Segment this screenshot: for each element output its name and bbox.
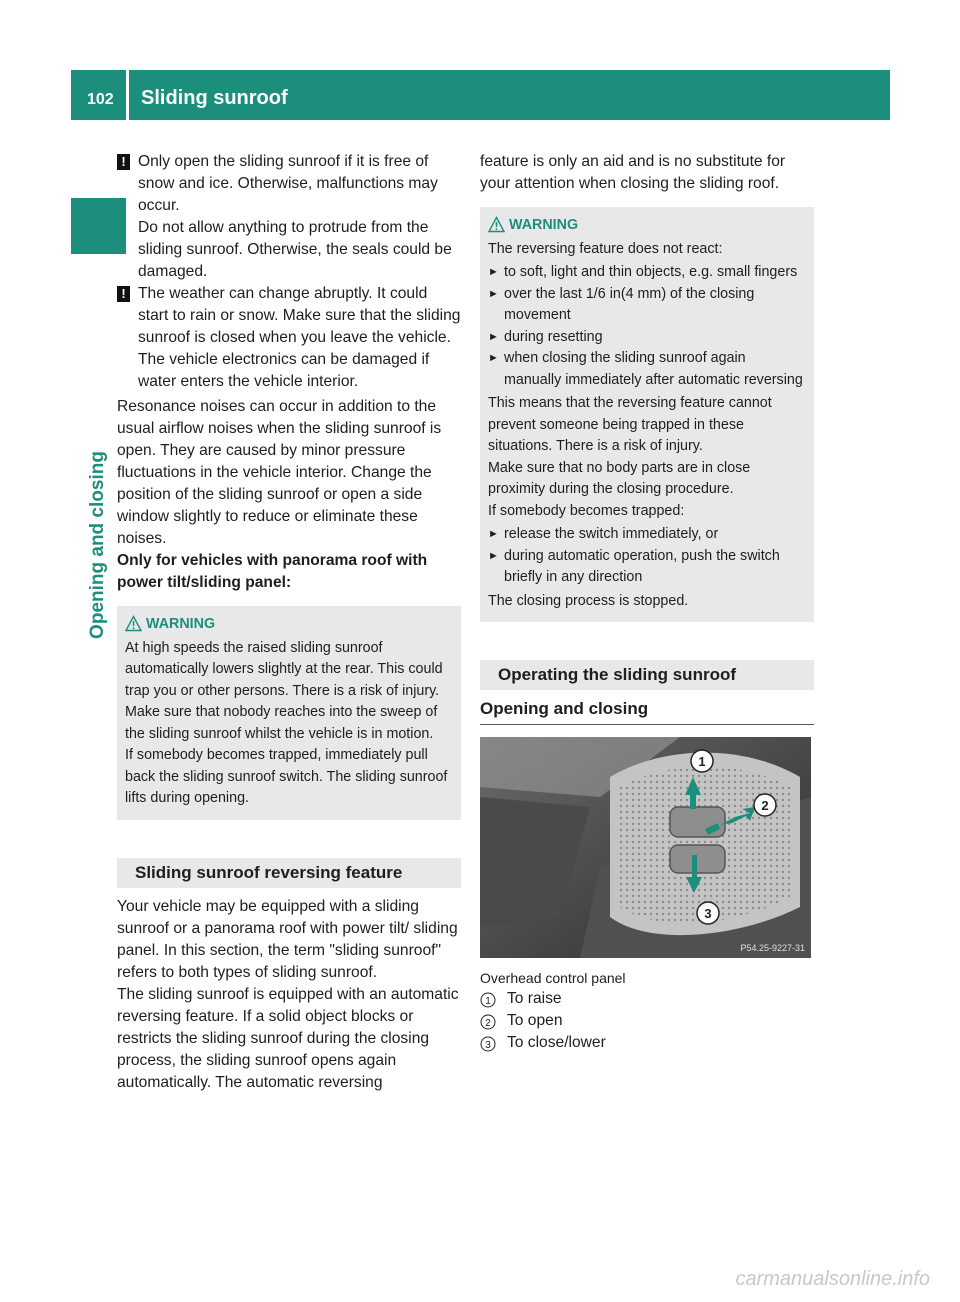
bullet-icon: ► [488,528,499,540]
list-item [488,262,806,284]
body-paragraph: feature is only an aid and is no substitute for your attention when closing the sliding roof. [480,153,786,192]
list-item-text: to soft, light and thin objects, e.g. small fingers [504,264,798,280]
header-divider [126,70,129,120]
list-item [488,524,806,546]
bullet-icon: ► [488,549,499,562]
bullet-icon: ► [488,352,499,364]
legend-text: To open [507,1012,563,1029]
bold-subheading: Only for vehicles with panorama roof with power tilt/sliding panel: [117,552,428,591]
exclamation-icon: ! [117,154,130,170]
body-paragraph: Your vehicle may be equipped with a sliding sunroof or a panorama roof with power tilt/ sliding panel. In this section, the term "sliding sunroof" refers to both types of sliding sunroof. [117,897,458,981]
body-paragraph: The sliding sunroof is equipped with an automatic reversing feature. If a solid object blocks or restricts the sliding sunroof during the closing process, the sliding sunroof opens again automatically. The automatic reversing [117,985,459,1091]
bullet-icon: ► [488,330,499,343]
callout-3: 3 [704,906,712,921]
subsection-heading: Opening and closing [480,698,814,725]
numbered-circle-icon [480,1036,500,1052]
warning-triangle-icon [488,216,505,233]
left-column [117,151,461,1094]
warning-box [480,207,814,622]
list-item [488,327,806,349]
note-text: The weather can change abruptly. It could start to rain or snow. Make sure that the sliding sunroof is closed when you leave the vehicle. The vehicle electronics can be damaged if water enters the vehicle interior. [138,285,461,390]
list-item-text: during automatic operation, push the switch briefly in any direction [504,547,780,585]
bullet-icon: ► [488,266,499,278]
warning-text: Make sure that no body parts are in close proximity during the closing procedure. [488,459,751,497]
warning-box [117,606,461,820]
overhead-control-panel-figure [480,737,811,958]
svg-text:2: 2 [485,1018,491,1029]
warning-text: The reversing feature does not react: [488,240,723,257]
svg-text:3: 3 [485,1040,491,1051]
warning-text: If somebody becomes trapped: [488,502,685,519]
legend-item [480,988,814,1010]
caution-note-2 [117,283,461,393]
warning-triangle-icon [125,615,142,632]
note-text: Only open the sliding sunroof if it is free of snow and ice. Otherwise, malfunctions may occur. [138,153,438,214]
figure-code: P54.25-9227-31 [740,943,805,953]
numbered-circle-icon [480,992,500,1008]
list-item-text: during resetting [504,328,603,345]
warning-heading [125,614,453,636]
warning-text: This means that the reversing feature cannot prevent someone being trapped in these situations. There is a risk of injury. [488,395,772,454]
watermark-text[interactable]: carmanualsonline.info [735,1268,930,1290]
note-text: Do not allow anything to protrude from the sliding sunroof. Otherwise, the seals could be damaged. [138,219,452,280]
bullet-list [488,262,806,391]
bullet-icon: ► [488,287,499,300]
legend-text: To raise [507,990,562,1007]
legend-item [480,1010,814,1032]
warning-text: If somebody becomes trapped, immediately pull back the sliding sunroof switch. The sliding sunroof lifts during opening. [125,747,448,806]
warning-text: The closing process is stopped. [488,592,689,609]
list-item-text: release the switch immediately, or [504,526,719,542]
body-paragraph: Resonance noises can occur in addition to the usual airflow noises when the sliding sunroof is open. They are caused by minor pressure fluctuations in the vehicle interior. Change the position of the sliding sunroof or open a side window slightly to reduce or eliminate these noises. [117,398,442,547]
section-heading: Sliding sunroof reversing feature [117,858,461,888]
warning-text: At high speeds the raised sliding sunroof automatically lowers slightly at the rear. This could trap you or other persons. There is a risk of injury. Make sure that nobody reaches into the sweep of the sliding sunroof whilst the vehicle is in motion. [125,639,443,742]
side-chapter-label: Opening and closing [87,451,108,639]
callout-1: 1 [698,754,706,769]
warning-title: WARNING [509,217,579,233]
warning-heading [488,215,806,237]
page-title: Sliding sunroof [141,87,288,109]
right-column [480,151,814,1054]
list-item-text: over the last 1/6 in(4 mm) of the closing movement [504,285,755,323]
figure-caption: Overhead control panel [480,970,626,986]
control-panel-illustration [480,737,811,958]
list-item-text: when closing the sliding sunroof again manually immediately after automatic reversing [504,350,803,388]
legend-item [480,1032,814,1054]
list-item [488,546,806,589]
numbered-circle-icon [480,1014,500,1030]
list-item [488,284,806,327]
bullet-list [488,524,806,589]
callout-2: 2 [761,798,769,813]
svg-text:1: 1 [485,996,491,1007]
legend-text: To close/lower [507,1034,606,1051]
list-item [488,348,806,391]
warning-title: WARNING [146,616,216,632]
section-heading: Operating the sliding sunroof [480,660,814,690]
page-number: 102 [87,91,114,108]
exclamation-icon: ! [117,286,130,302]
caution-note-1 [117,151,461,283]
